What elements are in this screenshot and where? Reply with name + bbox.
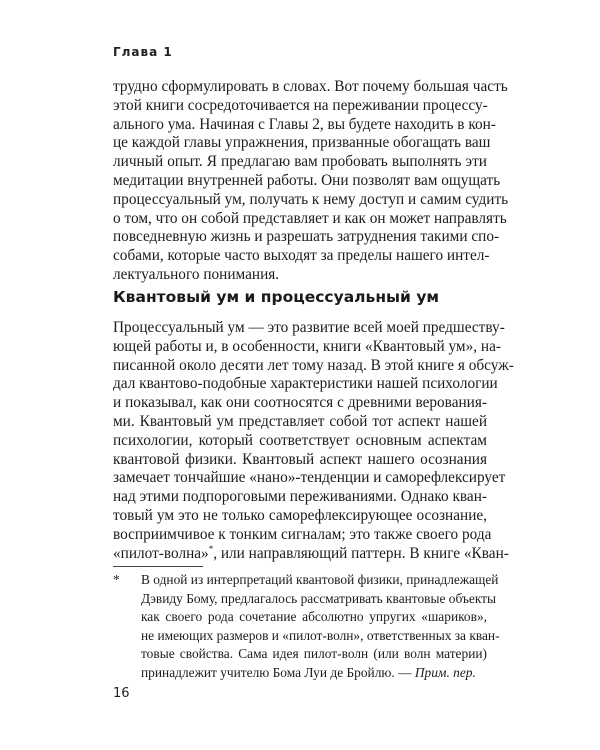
text-line: квантовой физики. Квантовый аспект нашего осознания	[113, 450, 487, 468]
paragraph-quantum-mind	[113, 319, 514, 563]
pilot-wave-term: «пилот-волна»	[113, 544, 209, 562]
footnote-divider	[113, 566, 203, 567]
text-line: лектуального понимания.	[113, 265, 280, 283]
footnote-body	[141, 571, 500, 683]
footnote-line	[141, 664, 487, 683]
text-line: повседневную жизнь и разрешать затруднения такими спо-	[113, 228, 500, 246]
footnote-line: В одной из интерпретаций квантовой физики, принадлежащей	[141, 572, 499, 587]
text-line: о том, что он собой представляет и как он может направлять	[113, 209, 507, 227]
running-head: Глава 1	[113, 45, 173, 59]
text-line: собами, которые часто выходят за пределы нашего интел-	[113, 247, 490, 265]
text-line: Процессуальный ум — это развитие всей моей предшеству-	[113, 319, 505, 336]
footnote-line: не имеющих размеров и «пилот-волн», ответственных за кван-	[141, 627, 500, 643]
text-line: восприимчивое к тонким сигналам; это также своего рода	[113, 525, 492, 543]
translator-note: Прим. пер.	[414, 664, 476, 680]
footnote-marker: *	[113, 572, 120, 587]
text-continuation: , или направляющий паттерн. В книге «Кван-	[213, 544, 509, 562]
text-line: товый ум это не только саморефлексирующее осознание,	[113, 506, 487, 524]
paragraph-intro	[113, 78, 509, 285]
footnote-line: Дэвиду Бому, предлагалось рассматривать квантовые объекты	[141, 590, 497, 606]
footnote-reference[interactable]: *	[208, 543, 214, 554]
text-line: процессуальный ум, получать к нему доступ и самим судить	[113, 190, 509, 208]
text-line: личный опыт. Я предлагаю вам пробовать выполнять эти	[113, 153, 487, 171]
text-line: дал квантово-подобные характеристики нашей психологии	[113, 375, 498, 393]
footnote	[113, 571, 500, 683]
footnote-line: товые свойства. Сама идея пилот-волн (или волн материи)	[141, 646, 487, 662]
text-line: психологии, который соответствует основным аспектам	[113, 431, 487, 449]
text-line: писанной около десяти лет тому назад. В этой книге я обсуж-	[113, 356, 514, 374]
text-line: трудно сформулировать в словах. Вот почему большая часть	[113, 78, 508, 95]
text-line-with-note	[113, 543, 509, 564]
section-heading: Квантовый ум и процессуальный ум	[113, 288, 440, 306]
text-line: медитации внутренней работы. Они позволят вам ощущать	[113, 171, 501, 189]
text-line: ющей работы и, в особенности, книги «Квантовый ум», на-	[113, 337, 501, 355]
text-line: над этими подпороговыми переживаниями. Однако кван-	[113, 488, 487, 506]
text-line: замечает тончайшие «нано»-тенденции и саморефлексирует	[113, 469, 506, 487]
text-line: этой книги сосредоточивается на переживании процессу-	[113, 96, 488, 114]
text-line: це каждой главы упражнения, призванные обогащать ваш	[113, 134, 491, 152]
text-line: ми. Квантовый ум представляет собой тот аспект нашей	[113, 412, 487, 430]
page-number: 16	[113, 686, 130, 701]
text-line: и показывал, как они соотносятся с древними верования-	[113, 394, 487, 412]
footnote-line: как своего рода сочетание абсолютно упругих «шариков»,	[141, 609, 487, 625]
text-line: ального ума. Начиная с Главы 2, вы будете находить в кон-	[113, 115, 496, 133]
footnote-attribution: принадлежит учителю Бома Луи де Бройлю. —	[141, 664, 415, 680]
